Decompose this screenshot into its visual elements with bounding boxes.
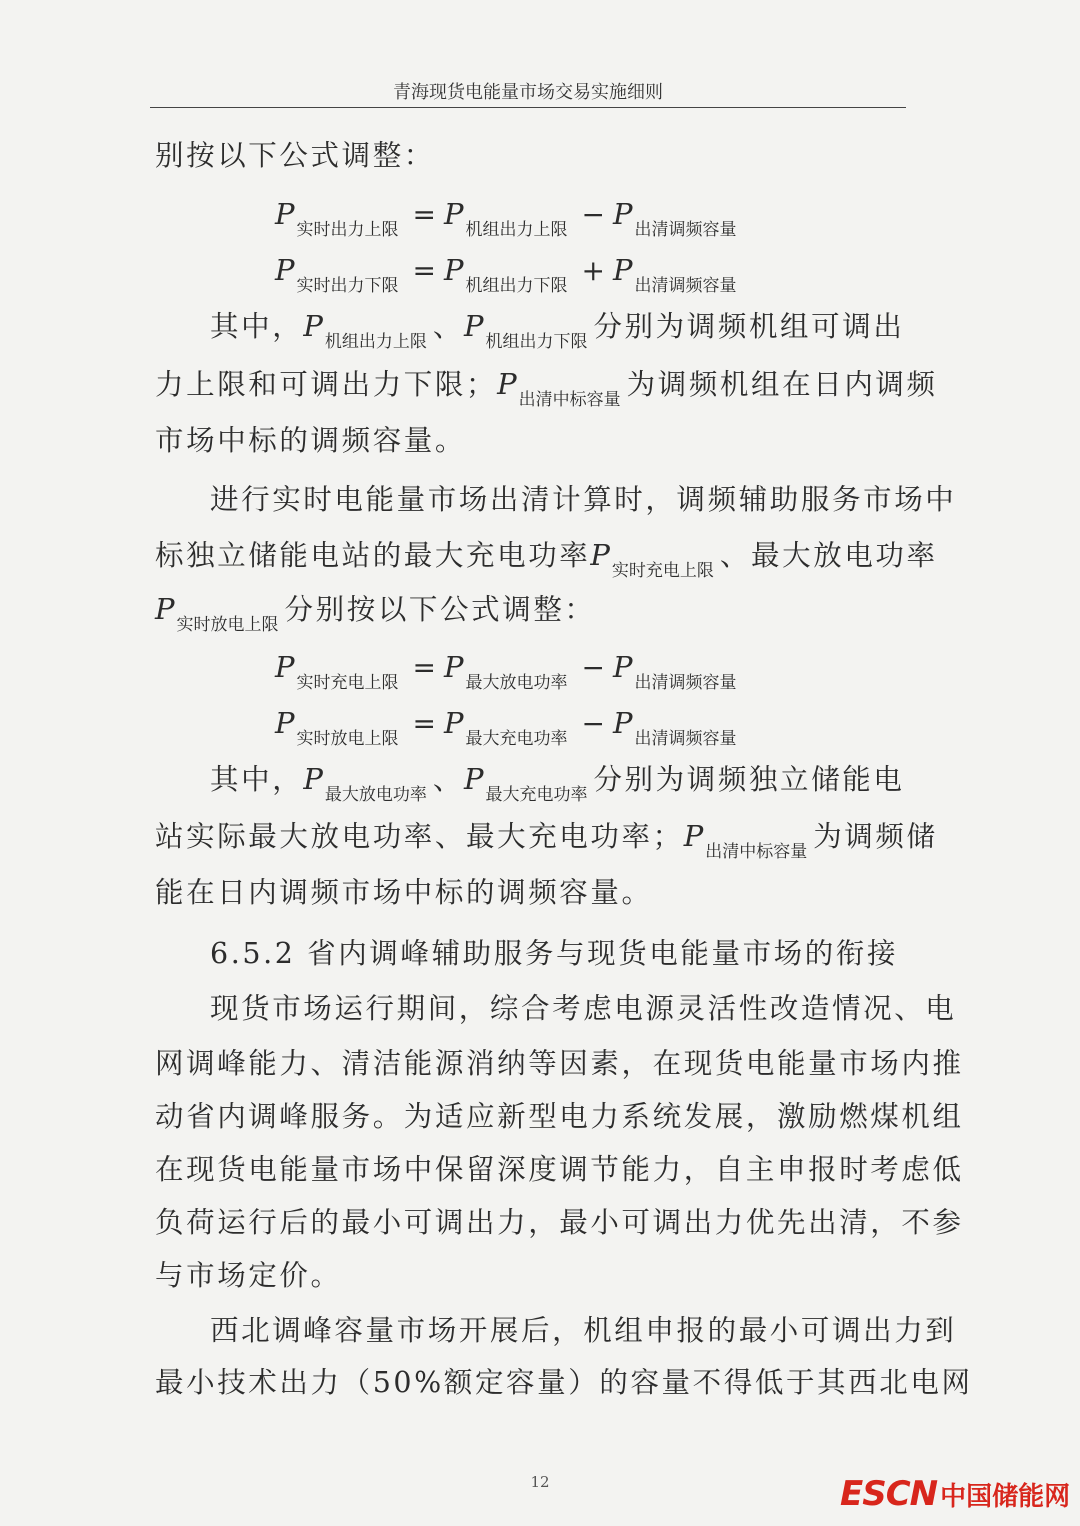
body-line: 能在日内调频市场中标的调频容量。	[155, 876, 653, 909]
escn-watermark-logo: ESCN 中国储能网	[840, 1474, 1071, 1514]
formula-rt-upper: P $_{实时出力上限}$ = P $_{机组出力上限}$ − P $_{出清调频容量}$	[275, 197, 737, 240]
formula-rt-charge: P $_{实时充电上限}$ = P $_{最大放电功率}$ − P $_{出清调频容量}$	[275, 650, 737, 693]
body-line: 西北调峰容量市场开展后，机组申报的最小可调出力到	[210, 1314, 957, 1347]
running-header: 青海现货电能量市场交易实施细则	[393, 82, 663, 103]
body-line: 别按以下公式调整：	[155, 139, 435, 172]
body-line: 网调峰能力、清洁能源消纳等因素，在现货电能量市场内推	[155, 1047, 964, 1080]
body-line: 在现货电能量市场中保留深度调节能力，自主申报时考虑低	[155, 1153, 964, 1186]
body-line: 市场中标的调频容量。	[155, 424, 467, 457]
page-number: 12	[530, 1473, 550, 1491]
body-line: 标独立储能电站的最大充电功率P $_{实时充电上限}$ 、最大放电功率	[155, 538, 938, 581]
body-line: 动省内调峰服务。为适应新型电力系统发展，激励燃煤机组	[155, 1100, 964, 1133]
body-line: 负荷运行后的最小可调出力，最小可调出力优先出清，不参	[155, 1206, 964, 1239]
body-line: 最小技术出力（50%额定容量）的容量不得低于其西北电网	[155, 1366, 973, 1399]
body-line: 与市场定价。	[155, 1259, 342, 1292]
body-line: 进行实时电能量市场出清计算时，调频辅助服务市场中	[210, 483, 957, 516]
body-line: P $_{实时放电上限}$ 分别按以下公式调整：	[155, 592, 596, 635]
body-line: 现货市场运行期间，综合考虑电源灵活性改造情况、电	[210, 992, 957, 1025]
header-rule	[150, 107, 906, 108]
body-line: 力上限和可调出力下限；P $_{出清中标容量}$ 为调频机组在日内调频	[155, 367, 938, 410]
formula-rt-lower: P $_{实时出力下限}$ = P $_{机组出力下限}$ + P $_{出清调频容量}$	[275, 253, 737, 296]
body-line: 其中，P $_{机组出力上限}$ 、P $_{机组出力下限}$ 分别为调频机组可调出	[210, 309, 905, 352]
formula-rt-discharge: P $_{实时放电上限}$ = P $_{最大充电功率}$ − P $_{出清调频容量}$	[275, 706, 737, 749]
body-line: 其中，P $_{最大放电功率}$ 、P $_{最大充电功率}$ 分别为调频独立储能电	[210, 762, 905, 805]
section-heading: 6.5.2 省内调峰辅助服务与现货电能量市场的衔接	[210, 937, 899, 970]
body-line: 站实际最大放电功率、最大充电功率；P $_{出清中标容量}$ 为调频储	[155, 819, 938, 862]
